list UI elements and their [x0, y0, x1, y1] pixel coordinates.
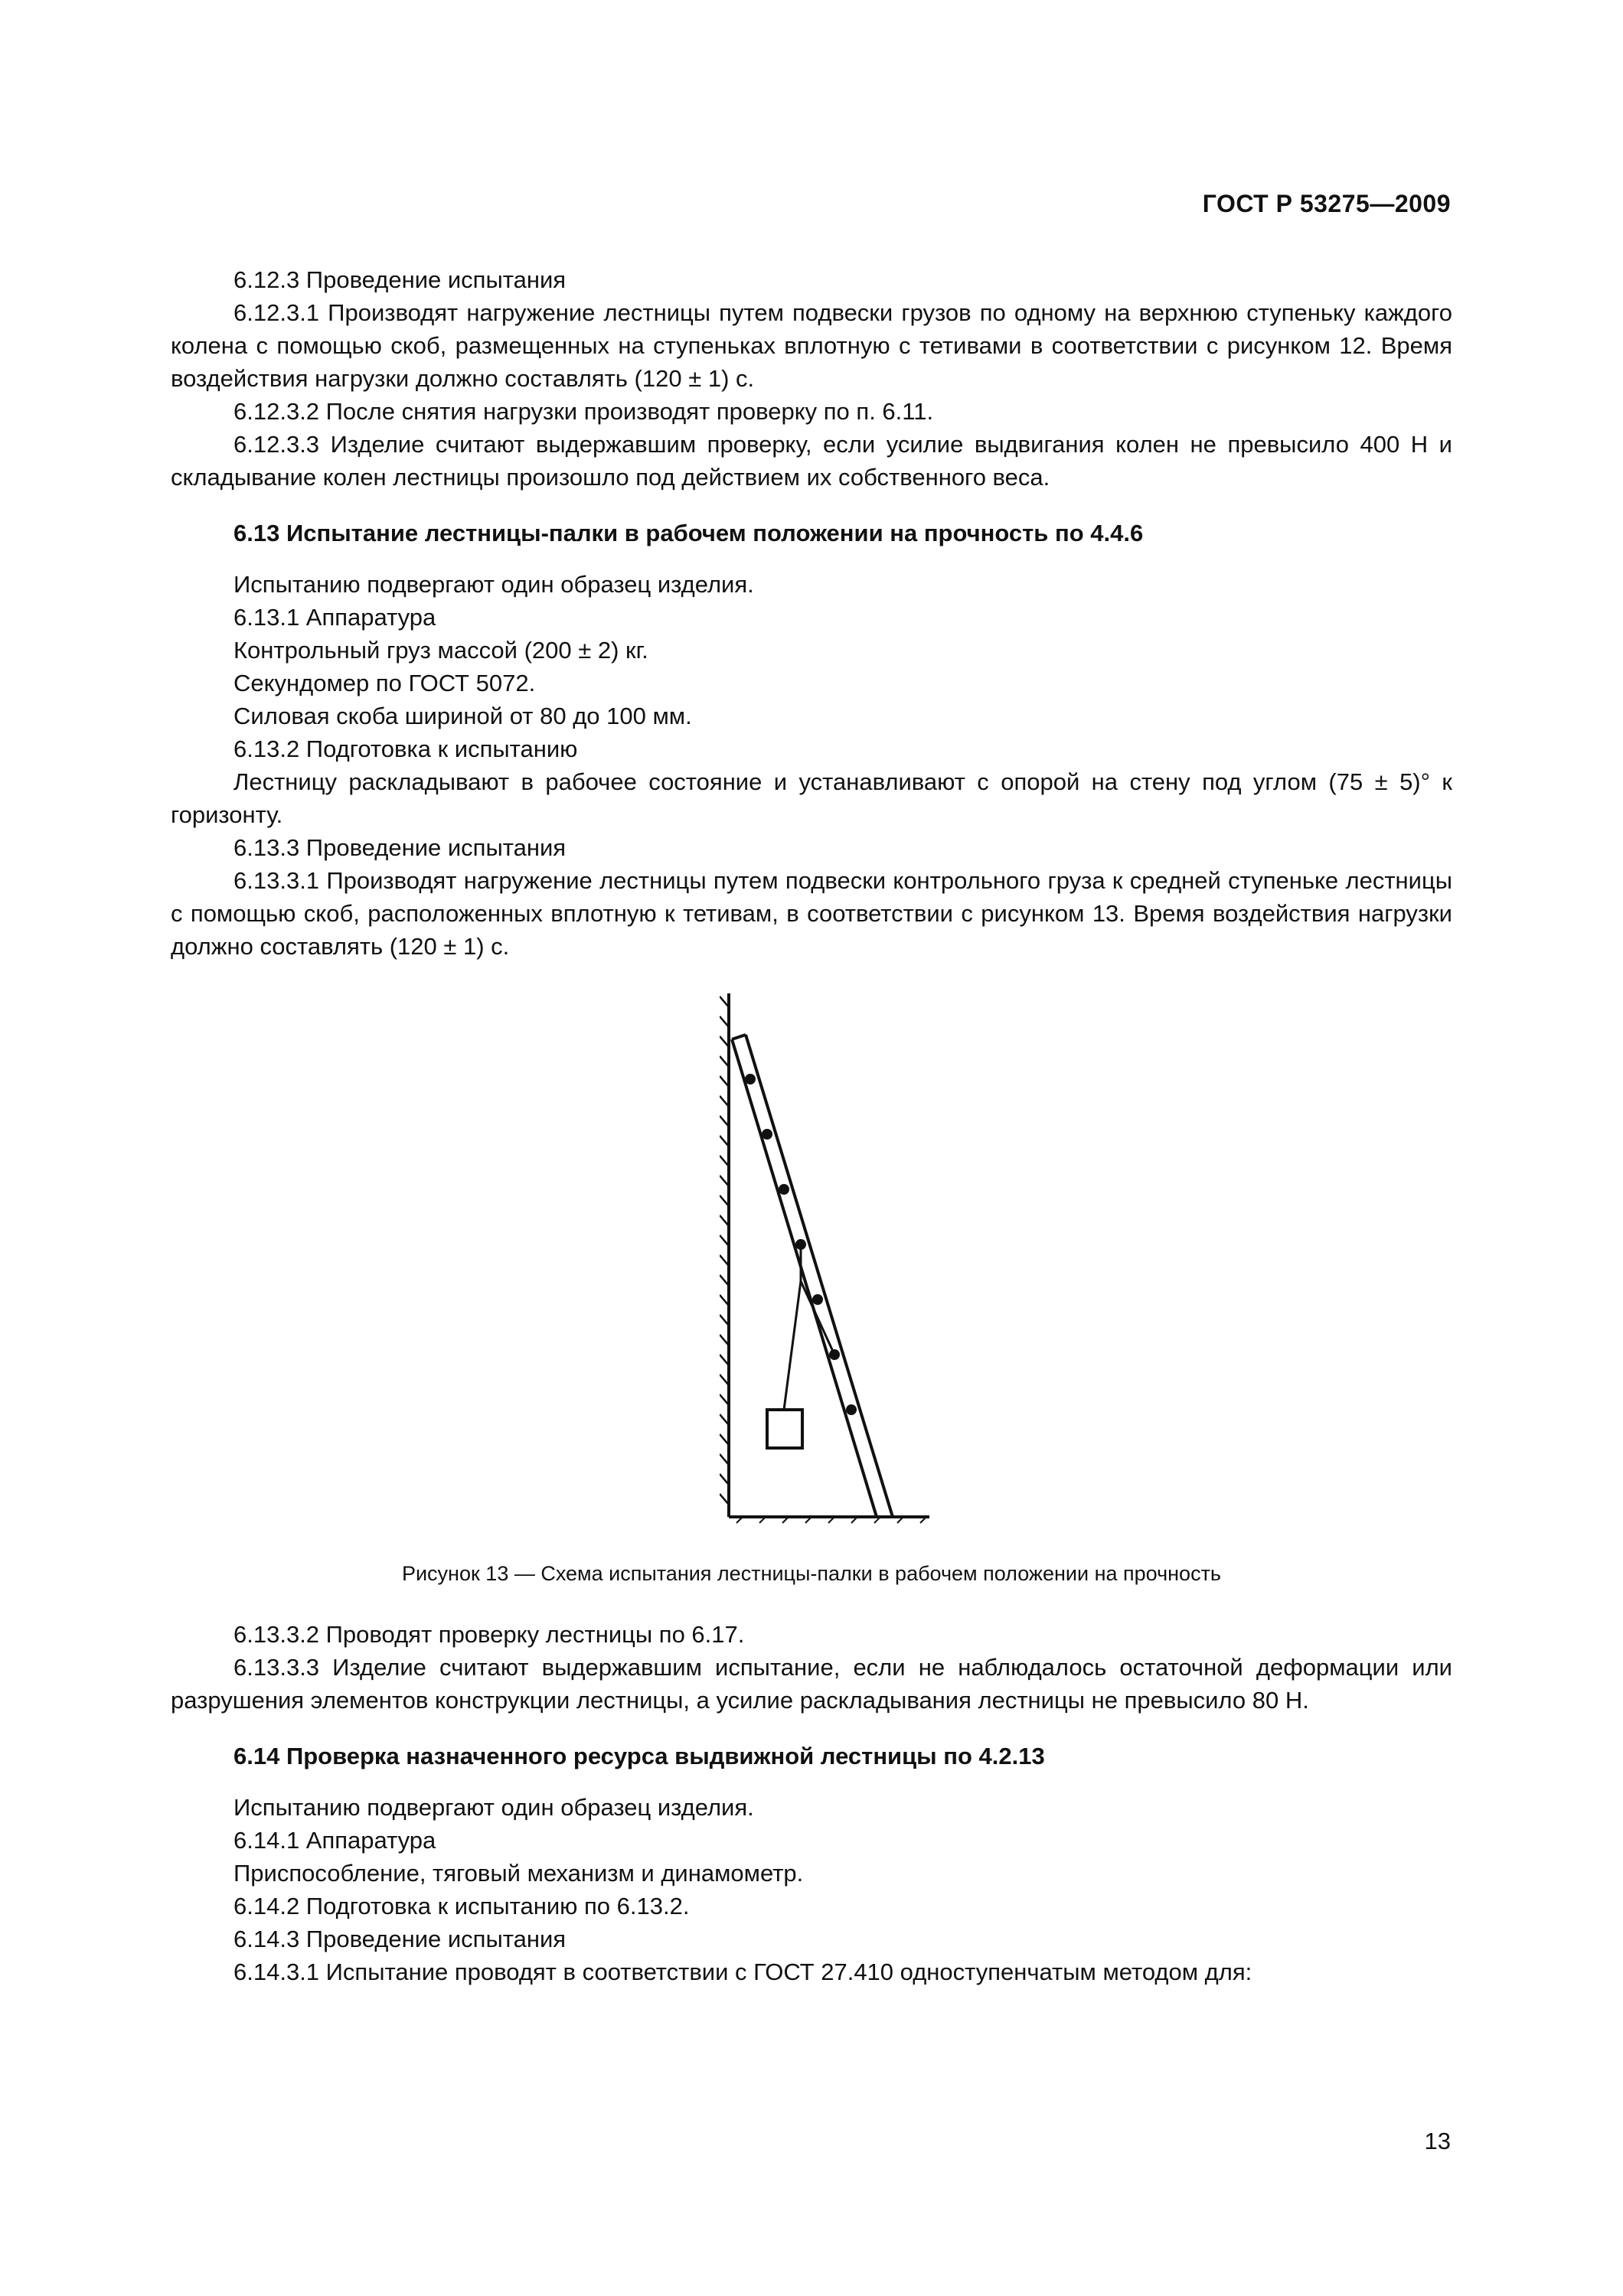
ladder-test-schematic: [720, 992, 934, 1525]
figure-caption: Рисунок 13 — Схема испытания лестницы-палки в рабочем положении на прочность: [401, 1562, 1222, 1585]
figure-13-diagram: [720, 992, 934, 1525]
paragraph: Лестницу раскладывают в рабочее состояние и устанавливают с опорой на стену под углом (75 ± 5)° к горизонту.: [171, 768, 1452, 828]
paragraph: 6.12.3.2 После снятия нагрузки производят проверку по п. 6.11.: [233, 398, 934, 425]
paragraph: Приспособление, тяговый механизм и динамометр.: [233, 1860, 804, 1887]
paragraph: 6.14.1 Аппаратура: [233, 1827, 436, 1854]
rope-line-diagonal: [784, 1281, 801, 1410]
paragraph: Секундомер по ГОСТ 5072.: [233, 670, 536, 696]
text-block-lower: [171, 1618, 1452, 1988]
section-heading-6-14: 6.14 Проверка назначенного ресурса выдвижной лестницы по 4.2.13: [233, 1743, 1045, 1769]
rope-bracket: [801, 1281, 834, 1355]
paragraph: 6.13.3 Проведение испытания: [233, 834, 567, 861]
standard-header: ГОСТ Р 53275—2009: [1202, 190, 1451, 217]
paragraph: Силовая скоба шириной от 80 до 100 мм.: [233, 703, 692, 729]
test-weight-box: [767, 1410, 802, 1448]
ladder-stile-left: [732, 1039, 877, 1517]
paragraph: 6.13.3.1 Производят нагружение лестницы путем подвески контрольного груза к средней ступеньке лестницы с помощью скоб, расположенных вплотную к тетивам, в соответствии с рисунком 13. Время воздействия нагрузки должно составлять (120 ± 1) с.: [171, 867, 1452, 960]
ladder-top-cap: [732, 1035, 746, 1039]
paragraph: 6.13.2 Подготовка к испытанию: [233, 735, 578, 762]
paragraph: 6.12.3.1 Производят нагружение лестницы путем подвески грузов по одному на верхнюю ступеньку каждого колена с помощью скоб, размещенных на ступеньках вплотную с тетивами в соответствии с рисунком 12. Время воздействия нагрузки должно составлять (120 ± 1) с.: [171, 299, 1452, 392]
paragraph: 6.14.2 Подготовка к испытанию по 6.13.2.: [233, 1893, 690, 1919]
paragraph: 6.12.3 Проведение испытания: [233, 266, 567, 293]
paragraph: 6.13.1 Аппаратура: [233, 604, 436, 631]
paragraph: 6.12.3.3 Изделие считают выдержавшим проверку, если усилие выдвигания колен не превысило 400 Н и складывание колен лестницы произошло под действием их собственного веса.: [171, 431, 1452, 491]
page-number: 13: [1424, 2128, 1451, 2154]
paragraph: 6.14.3 Проведение испытания: [233, 1926, 567, 1952]
paragraph: 6.13.3.3 Изделие считают выдержавшим испытание, если не наблюдалось остаточной деформации или разрушения элементов конструкции лестницы, а усилие раскладывания лестницы не превысило 80 Н.: [171, 1654, 1452, 1714]
paragraph: Испытанию подвергают один образец изделия.: [233, 1794, 754, 1821]
paragraph: Контрольный груз массой (200 ± 2) кг.: [233, 637, 648, 664]
paragraph: Испытанию подвергают один образец изделия.: [233, 571, 754, 598]
section-heading-6-13: 6.13 Испытание лестницы-палки в рабочем положении на прочность по 4.4.6: [233, 520, 1144, 546]
text-block-upper: [171, 263, 1452, 963]
paragraph: 6.13.3.2 Проводят проверку лестницы по 6.17.: [233, 1621, 745, 1648]
paragraph: 6.14.3.1 Испытание проводят в соответствии с ГОСТ 27.410 одноступенчатым методом для:: [233, 1958, 1252, 1985]
